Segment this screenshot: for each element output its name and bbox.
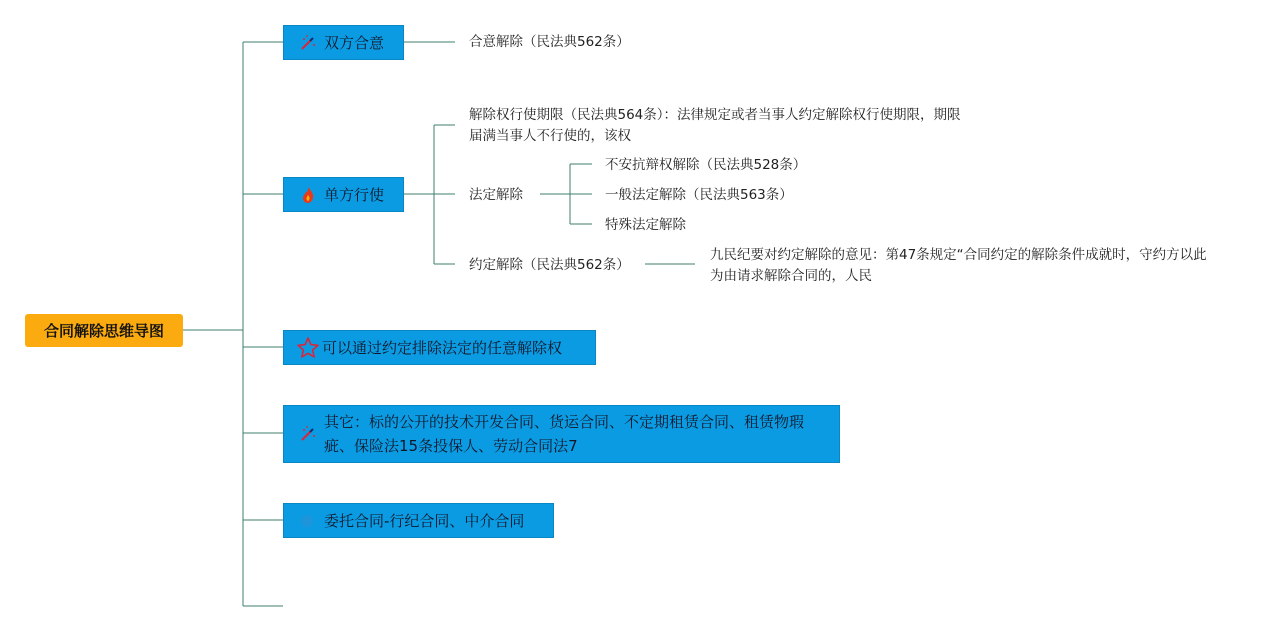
leaf-general-statutory[interactable]: 一般法定解除（民法典563条） — [605, 187, 793, 203]
branch-label: 单方行使 — [324, 185, 385, 204]
leaf-insecurity-defense[interactable]: 不安抗辩权解除（民法典528条） — [605, 157, 807, 173]
branch-exclude-right[interactable] — [283, 330, 596, 365]
branch-label: 其它：标的公开的技术开发合同、货运合同、不定期租赁合同、租赁物瑕疵、保险法15条投保人、劳动合同法7 — [324, 413, 805, 455]
fire-icon — [298, 185, 324, 205]
root-node[interactable]: 合同解除思维导图 — [25, 314, 183, 347]
branch-label: 可以通过约定排除法定的任意解除权 — [322, 338, 563, 357]
magic-wand-icon — [298, 424, 324, 444]
leaf-mutual-rescission[interactable]: 合意解除（民法典562条） — [469, 34, 630, 50]
magic-wand-icon — [298, 33, 324, 53]
branch-unilateral[interactable] — [283, 177, 404, 212]
leaf-exercise-period[interactable]: 解除权行使期限（民法典564条）：法律规定或者当事人约定解除权行使期限，期限届满当事人不行使的，该权 — [469, 107, 961, 144]
branch-mutual-agreement[interactable] — [283, 25, 404, 60]
star-icon — [296, 336, 322, 360]
branch-entrustment[interactable] — [283, 503, 554, 538]
branch-label: 委托合同-行纪合同、中介合同 — [324, 511, 525, 530]
leaf-statutory-rescission[interactable]: 法定解除 — [469, 187, 523, 203]
leaf-special-statutory[interactable]: 特殊法定解除 — [605, 217, 686, 233]
faded-icon — [298, 512, 324, 530]
leaf-minutes-opinion[interactable]: 九民纪要对约定解除的意见：第47条规定“合同约定的解除条件成就时，守约方以此为由请求解除合同的，人民 — [710, 247, 1207, 284]
leaf-agreed-rescission[interactable]: 约定解除（民法典562条） — [469, 257, 630, 273]
branch-label: 双方合意 — [324, 33, 385, 52]
branch-others[interactable] — [283, 405, 840, 463]
